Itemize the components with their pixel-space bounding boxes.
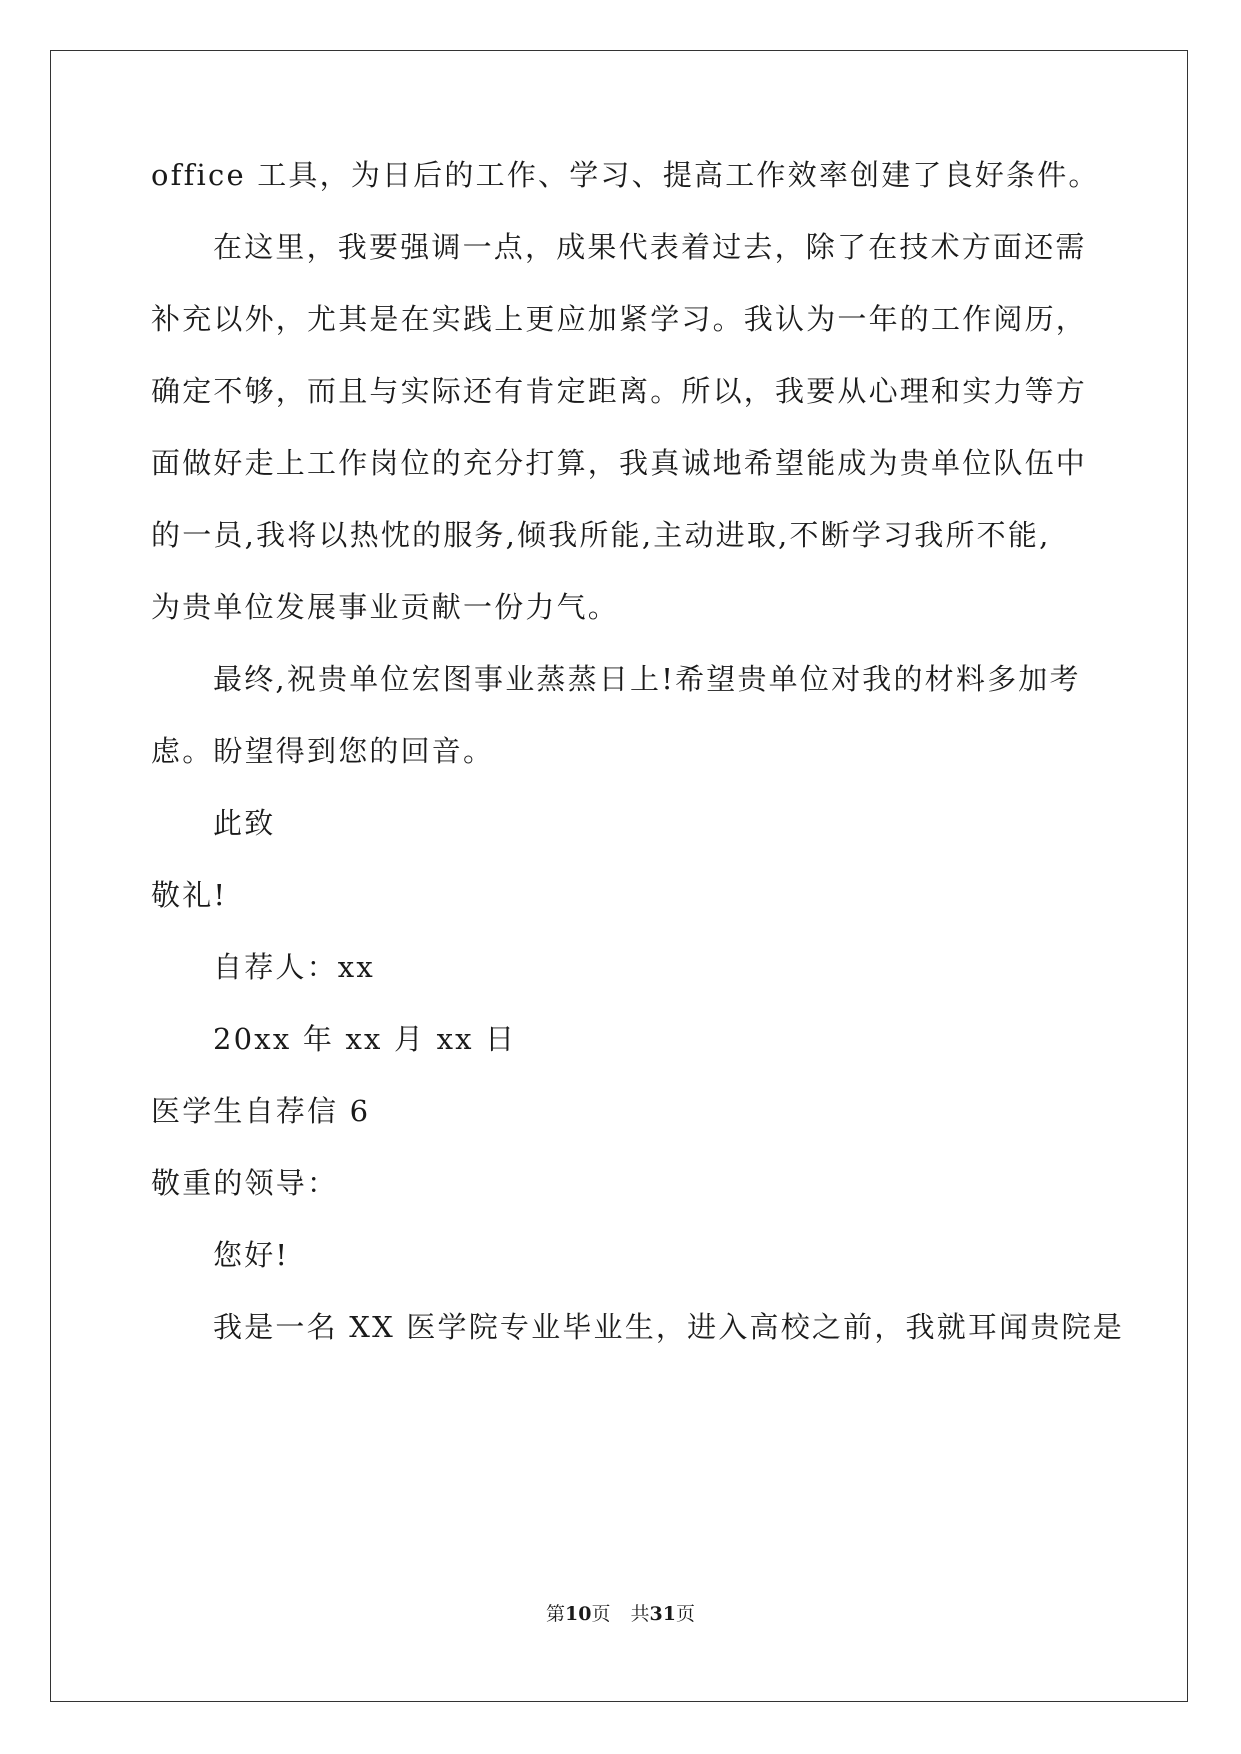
salutation-line: 敬礼!	[151, 878, 228, 912]
footer-page-unit: 页	[591, 1603, 611, 1625]
body-line-1: office 工具，为日后的工作、学习、提高工作效率创建了良好条件。	[151, 158, 1100, 192]
body-line-8: 最终,祝贵单位宏图事业蒸蒸日上!希望贵单位对我的材料多加考	[213, 662, 1081, 696]
closing-line: 此致	[213, 806, 276, 840]
body-line-3: 补充以外，尤其是在实践上更应加紧学习。我认为一年的工作阅历，	[151, 302, 1088, 336]
footer-total-pages: 31	[649, 1603, 676, 1625]
body-line-6: 的一员,我将以热忱的服务,倾我所能,主动进取,不断学习我所不能,	[151, 518, 1051, 552]
body-line-5: 面做好走上工作岗位的充分打算，我真诚地希望能成为贵单位队伍中	[151, 446, 1088, 480]
section-title: 医学生自荐信 6	[151, 1094, 371, 1128]
body-line-4: 确定不够，而且与实际还有肯定距离。所以，我要从心理和实力等方	[151, 374, 1088, 408]
signer-line: 自荐人：xx	[213, 950, 375, 984]
footer-total-unit: 页	[675, 1603, 695, 1625]
date-line: 20xx 年 xx 月 xx 日	[213, 1022, 517, 1056]
page-footer	[0, 1602, 1241, 1626]
footer-total-prefix: 共	[630, 1603, 650, 1625]
body-line-7: 为贵单位发展事业贡献一份力气。	[151, 590, 620, 624]
hello-line: 您好!	[213, 1238, 290, 1272]
greeting-line: 敬重的领导：	[151, 1166, 339, 1200]
body-line-2: 在这里，我要强调一点，成果代表着过去，除了在技术方面还需	[213, 230, 1087, 264]
body-line-9: 虑。盼望得到您的回音。	[151, 734, 495, 768]
intro-line: 我是一名 XX 医学院专业毕业生，进入高校之前，我就耳闻贵院是	[213, 1310, 1124, 1344]
footer-prefix: 第	[546, 1603, 566, 1625]
footer-page-number: 10	[565, 1603, 592, 1625]
